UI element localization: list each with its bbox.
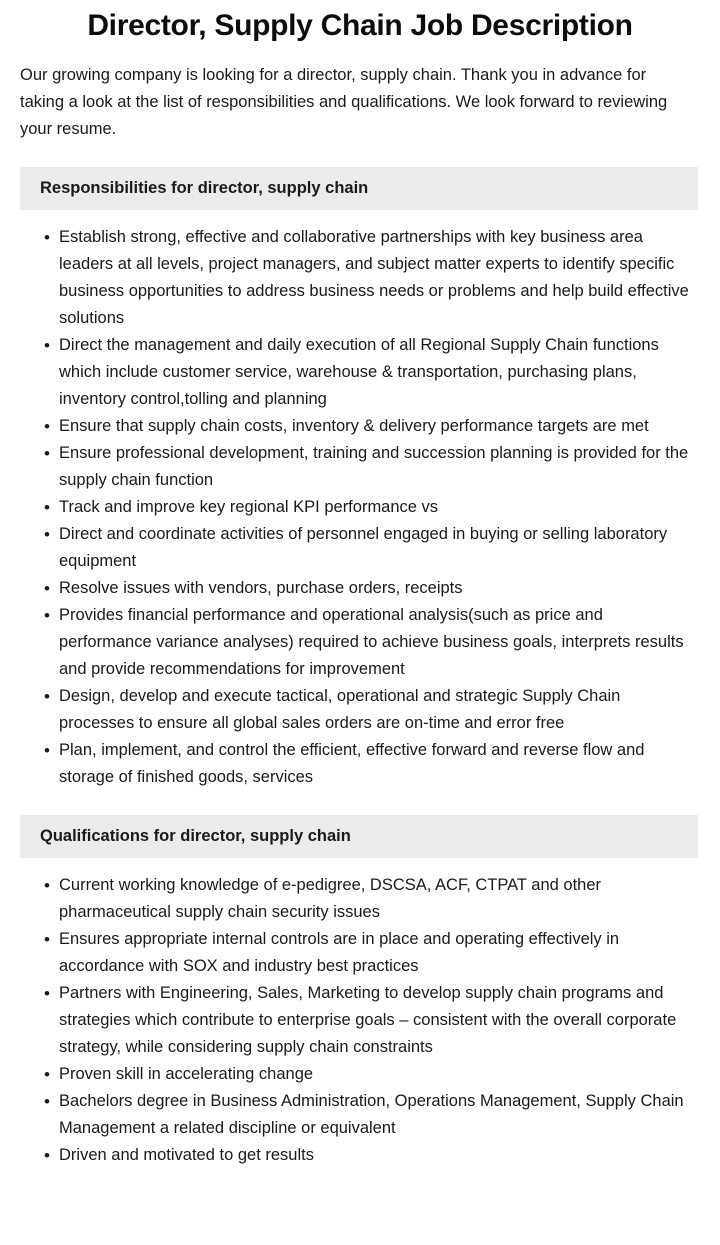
intro-paragraph: Our growing company is looking for a director, supply chain. Thank you in advance for taking a look at the list of responsibilities and qualifications. We look forward to reviewing your resume. [20,66,668,138]
list-item: • Direct and coordinate activities of personnel engaged in buying or selling laboratory equipment [20,521,692,575]
list-item: • Ensure professional development, training and succession planning is provided for the supply chain function [20,440,692,494]
page-bottom-spacer [0,1169,720,1197]
list-item: • Track and improve key regional KPI performance vs [20,494,692,521]
list-item: • Establish strong, effective and collaborative partnerships with key business area leaders at all levels, project managers, and subject matter experts to identify specific business opportunities to address business needs or problems and help build effective solutions [20,224,692,332]
page-title: Director, Supply Chain Job Description [87,9,633,42]
responsibilities-list [0,210,720,791]
list-item: • Bachelors degree in Business Administration, Operations Management, Supply Chain Management a related discipline or equivalent [20,1088,692,1142]
list-item: • Proven skill in accelerating change [20,1061,692,1088]
list-item: • Ensures appropriate internal controls are in place and operating effectively in accordance with SOX and industry best practices [20,926,692,980]
list-item: • Current working knowledge of e-pedigree, DSCSA, ACF, CTPAT and other pharmaceutical supply chain security issues [20,872,692,926]
list-item: • Ensure that supply chain costs, inventory & delivery performance targets are met [20,413,692,440]
list-item: • Partners with Engineering, Sales, Marketing to develop supply chain programs and strategies which contribute to enterprise goals – consistent with the overall corporate strategy, while considering supply chain constraints [20,980,692,1061]
list-item: • Direct the management and daily execution of all Regional Supply Chain functions which include customer service, warehouse & transportation, purchasing plans, inventory control,tolling and planning [20,332,692,413]
list-item: • Provides financial performance and operational analysis(such as price and performance variance analyses) required to achieve business goals, interprets results and provide recommendations for improvement [20,602,692,683]
list-item: • Driven and motivated to get results [20,1142,692,1169]
list-item: • Design, develop and execute tactical, operational and strategic Supply Chain processes to ensure all global sales orders are on-time and error free [20,683,692,737]
section-header-qualifications: Qualifications for director, supply chain [20,815,698,858]
qualifications-list [0,858,720,1169]
section-header-responsibilities: Responsibilities for director, supply chain [20,167,698,210]
list-item: • Resolve issues with vendors, purchase orders, receipts [20,575,692,602]
list-item: • Plan, implement, and control the efficient, effective forward and reverse flow and storage of finished goods, services [20,737,692,791]
